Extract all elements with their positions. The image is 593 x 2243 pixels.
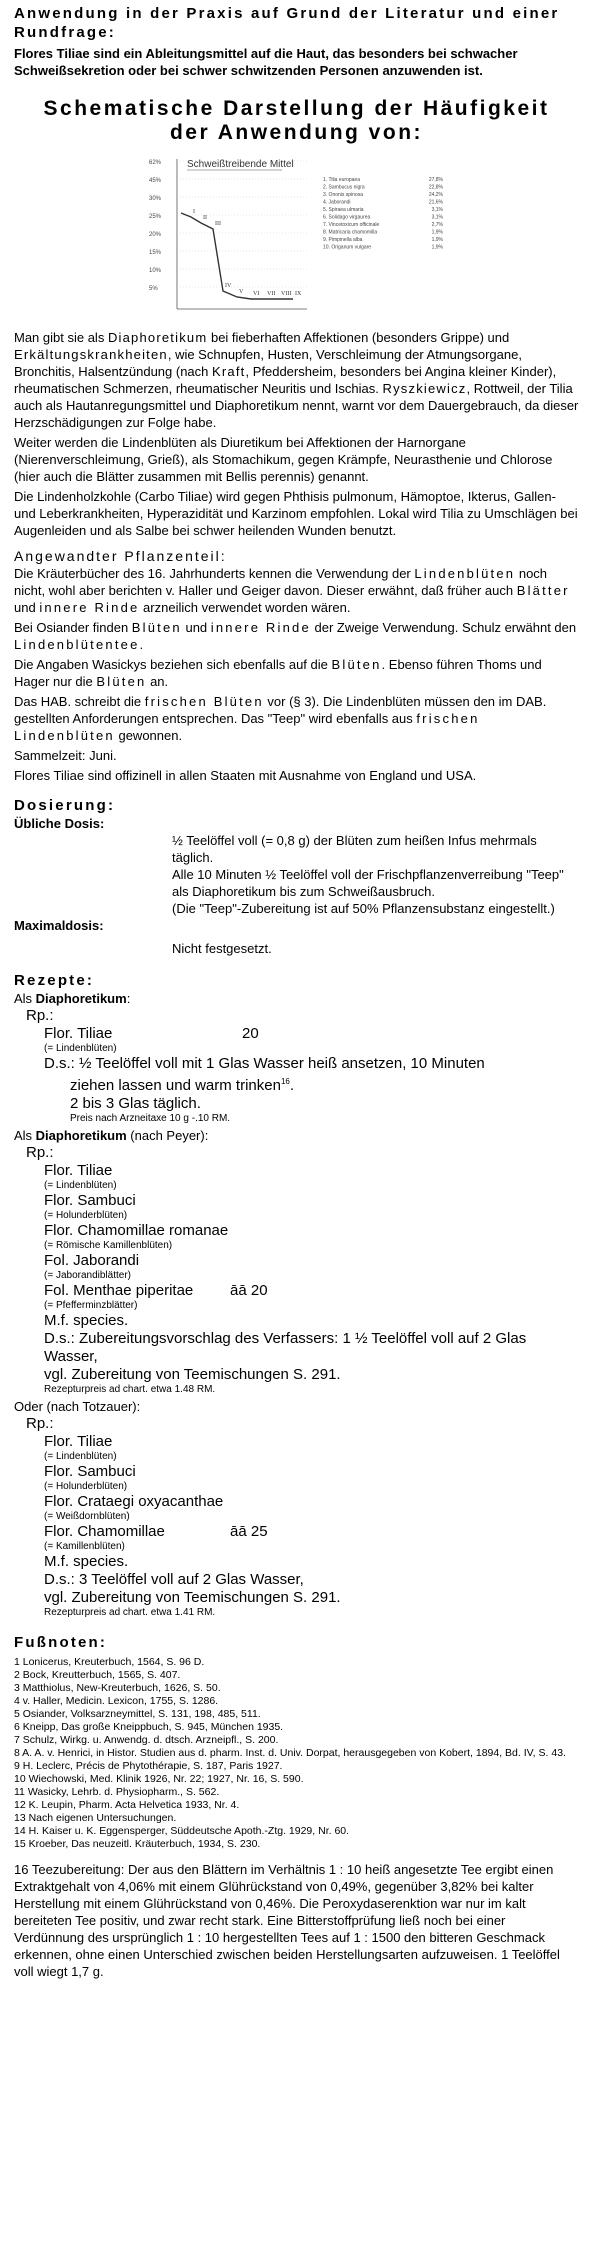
section-heading-practice: Anwendung in der Praxis auf Grund der Literatur und einer Rundfrage:: [14, 5, 560, 41]
usage-paragraph-1: [14, 329, 579, 431]
recipe-3-price: Rezepturpreis ad chart. etwa 1.41 RM.: [44, 1607, 216, 1618]
recipe-3: [14, 1398, 579, 1619]
text-run: Als: [14, 991, 36, 1006]
y-tick-label: 10%: [148, 268, 161, 274]
text-run: (nach Peyer):: [126, 1128, 209, 1143]
recipe-2-drug: Fol. Jaborandi: [44, 1252, 140, 1269]
legend-value: 27,8%: [428, 177, 443, 183]
legend-value: 1,9%: [431, 229, 443, 236]
y-tick-label: 15%: [148, 250, 161, 256]
text-run: und: [181, 620, 211, 635]
text-run: der Zweige Verwendung. Schulz erwähnt den: [310, 620, 577, 635]
footnote: 10 Wiechowski, Med. Klinik 1926, Nr. 22; 1927, Nr. 16, S. 590.: [14, 1773, 304, 1785]
plant-part-heading: Angewandter Pflanzenteil:: [14, 548, 227, 564]
legend-value: 3,1%: [431, 214, 443, 221]
plant-part-paragraph-6: Flores Tiliae sind offizinell in allen Staaten mit Ausnahme von England und USA.: [14, 768, 477, 783]
text-run: , Pfeddersheim, besonders bei Angina kleiner Kinder), rheumatischen Schmerzen, rheumatischer Neuritis und Ischias.: [14, 364, 557, 396]
recipes-heading: Rezepte:: [14, 972, 95, 989]
point-label: I: [192, 209, 195, 215]
emph-blaetter: Blätter: [516, 583, 570, 598]
text-run: Bei Osiander finden: [14, 620, 132, 635]
recipe-2-drug: Fol. Menthae piperitae: [44, 1282, 194, 1299]
legend-entry: 2. Sambucus nigra: [322, 184, 365, 191]
text-run: .: [289, 1077, 295, 1094]
recipe-3-drug-note: (= Weißdornblüten): [44, 1511, 130, 1522]
emph-frische-blueten: frischen Blüten: [144, 694, 264, 709]
emph-diaphoretikum: Diaphoretikum: [35, 1128, 127, 1143]
footnote: 3 Matthiolus, New-Kreuterbuch, 1626, S. 50.: [14, 1682, 221, 1694]
recipe-2-drug-note: (= Lindenblüten): [44, 1180, 117, 1191]
plant-part-paragraph-3: [14, 656, 579, 690]
footnote: 4 v. Haller, Medicin. Lexicon, 1755, S. 1286.: [14, 1695, 219, 1707]
footnote: 8 A. A. v. Henrici, in Histor. Studien aus d. pharm. Inst. d. Univ. Dorpat, herausgegeben von Kobert, 1894, Bd. IV, S. 43.: [14, 1747, 566, 1759]
emph-rinde: innere Rinde: [210, 620, 311, 635]
legend-entry: 7. Vincetoxicum officinale: [322, 222, 379, 228]
text-run: Als: [14, 1128, 36, 1143]
recipe-2-drug: Flor. Chamomillae romanae: [44, 1222, 229, 1239]
legend-value: 24,2%: [428, 192, 443, 198]
text-run: noch nicht, wohl aber berichten v. Haller und Geiger davon. Dieser erwähnt, daß früher auch: [14, 566, 548, 598]
legend-entry: 9. Pimpinella alba: [322, 237, 362, 243]
frequency-chart: [147, 151, 447, 321]
legend-entry: 4. Jaborandi: [322, 199, 351, 206]
footnote-ref: 16: [280, 1077, 290, 1086]
legend-entry: 10. Origanum vulgare: [322, 244, 371, 251]
point-label: V: [238, 289, 243, 295]
legend-value: 1,9%: [431, 244, 443, 251]
legend-value: 3,1%: [431, 207, 443, 213]
footnote: 14 H. Kaiser u. K. Eggensperger, Süddeutsche Apoth.-Ztg. 1929, Nr. 60.: [14, 1825, 350, 1837]
y-ticks: [149, 160, 162, 292]
recipe-2-amount: āā 20: [230, 1282, 268, 1299]
usual-dose-text: [172, 832, 579, 917]
text-run: ziehen lassen und warm trinken: [70, 1077, 281, 1094]
max-dose-text: Nicht festgesetzt.: [172, 941, 272, 956]
recipe-2-ds-line1: D.s.: Zubereitungsvorschlag des Verfassers: 1 ½ Teelöffel voll auf 2 Glas: [44, 1330, 527, 1347]
plant-part-paragraph-5: Sammelzeit: Juni.: [14, 748, 117, 763]
dosage-heading: Dosierung:: [14, 797, 116, 814]
schematic-heading-line2: der Anwendung von:: [169, 121, 424, 144]
recipe-2-drug-row: [44, 1282, 579, 1300]
recipe-3-drug-row: [44, 1523, 579, 1541]
frequency-curve: [181, 213, 293, 299]
recipe-3-drug-note: (= Kamillenblüten): [44, 1541, 125, 1552]
text-run: arzneilich verwendet worden wären.: [139, 600, 351, 615]
point-label: VI: [252, 291, 259, 297]
footnote-16: 16 Teezubereitung: Der aus den Blättern im Verhältnis 1 : 10 heiß angesetzte Tee ergibt einen Extraktgehalt von 4,06% mit einem Glührückstand von 0,49%, gegenüber 3,82% bei kalter Herstellung mit einem Glührückstand von 0,46%. Die Peroxydaserenktion war nur im kalt bereiteten Tee positiv, und zwar recht stark. Eine Bitterstoffprüfung ließ noch bei einer Verdünnung des ursprünglich 1 : 10 hergestellten Tees auf 1 : 1500 den bitteren Geschmack erkennen, ohne einen Unterschied zwischen beiden Herstellungsarten aufzuweisen. 1 Teelöffel voll wiegt 1,7 g.: [14, 1862, 560, 1979]
recipe-1-price: Preis nach Arzneitaxe 10 g -.10 RM.: [70, 1113, 231, 1124]
emph-blueten: Blüten: [96, 674, 147, 689]
usage-section: [14, 329, 579, 539]
y-tick-label: 25%: [148, 214, 161, 220]
plant-part-section: [14, 565, 579, 784]
schematic-heading-line1: Schematische Darstellung der Häufigkeit: [43, 97, 550, 120]
point-label: VIII: [280, 291, 291, 297]
recipe-3-ds-line1: D.s.: 3 Teelöffel voll auf 2 Glas Wasser,: [44, 1571, 304, 1588]
recipe-2-price: Rezepturpreis ad chart. etwa 1.48 RM.: [44, 1384, 216, 1395]
y-tick-label: 30%: [148, 196, 161, 202]
recipe-2-rp: Rp.:: [26, 1144, 54, 1161]
text-run: Die Kräuterbücher des 16. Jahrhunderts kennen die Verwendung der: [14, 566, 415, 581]
figure-caption: Schweißtreibende Mittel: [186, 159, 294, 170]
text-run: , wie Schnupfen, Husten, Verschleimung der Atmungsorgane, Bronchitis, Halsentzündung (nach: [14, 347, 522, 379]
recipe-2-indication: [14, 1127, 579, 1144]
recipe-3-indication: Oder (nach Totzauer):: [14, 1399, 141, 1414]
usual-dose-line: Alle 10 Minuten ½ Teelöffel voll der Frischpflanzenverreibung "Teep" als Diaphoretikum bis zum Schweißausbruch.: [172, 867, 564, 899]
footnote: 13 Nach eigenen Untersuchungen.: [14, 1812, 177, 1824]
footnote: 12 K. Leupin, Pharm. Acta Helvetica 1933, Nr. 4.: [14, 1799, 240, 1811]
recipe-1-drug-note: (= Lindenblüten): [44, 1043, 117, 1054]
text-run: Die Angaben Wasickys beziehen sich ebenfalls auf die: [14, 657, 332, 672]
usual-dose-line: (Die "Teep"-Zubereitung ist auf 50% Pflanzensubstanz eingestellt.): [172, 901, 555, 916]
recipe-3-drug: Flor. Tiliae: [44, 1433, 113, 1450]
emph-erkaeltung: Erkältungskrankheiten: [14, 347, 168, 362]
footnotes-heading: Fußnoten:: [14, 1634, 108, 1651]
legend-entry: 6. Solidago virgaurea: [322, 214, 370, 221]
recipe-2-mf: M.f. species.: [44, 1312, 129, 1329]
point-label: IV: [224, 283, 231, 289]
text-run: Man gibt sie als: [14, 330, 108, 345]
footnotes-list: [14, 1656, 579, 1851]
plant-part-paragraph-4: [14, 693, 579, 744]
legend-value: 21,6%: [428, 199, 443, 206]
usual-dose-line: ½ Teelöffel voll (= 0,8 g) der Blüten zum heißen Infus mehrmals täglich.: [172, 833, 537, 865]
footnote: 7 Schulz, Wirkg. u. Anwendg. d. dtsch. Arzneipfl., S. 200.: [14, 1734, 279, 1746]
recipe-3-drug-note: (= Holunderblüten): [44, 1481, 128, 1492]
y-tick-label: 45%: [148, 178, 161, 184]
recipe-3-drug: Flor. Chamomillae: [44, 1523, 165, 1540]
frequency-figure: [147, 151, 447, 321]
text-run: vor (§ 3). Die Lindenblüten müssen den im DAB. gestellten Anforderungen entsprechen. Das "Teep" wird ebenfalls aus: [14, 694, 547, 726]
gridlines: [177, 161, 307, 287]
recipe-1-drug-row: [44, 1025, 579, 1043]
point-label: VII: [266, 291, 275, 297]
plant-part-paragraph-1: [14, 565, 579, 616]
point-label: II: [202, 215, 207, 221]
legend-entry: 8. Matricaria chamomilla: [322, 229, 377, 236]
recipe-3-drug: Flor. Sambuci: [44, 1463, 136, 1480]
text-run: .: [139, 637, 144, 652]
max-dose-label: Maximaldosis:: [14, 918, 104, 933]
recipe-1-ds-line2: [70, 1073, 579, 1095]
emph-lindenblueten: Lindenblüten: [414, 566, 516, 581]
emph-rinde: innere Rinde: [39, 600, 140, 615]
recipe-2-drug: Flor. Sambuci: [44, 1192, 136, 1209]
plant-part-paragraph-2: [14, 619, 579, 653]
legend-value: 1,9%: [431, 237, 443, 243]
emph-frische-lindenblueten: frischen Lindenblüten: [14, 711, 480, 743]
recipe-1-drug: Flor. Tiliae: [44, 1025, 113, 1042]
figure-legend: [323, 177, 444, 251]
text-run: bei fieberhaften Affektionen (besonders Grippe) und: [207, 330, 510, 345]
recipe-2-drug-note: (= Pfefferminzblätter): [44, 1300, 138, 1311]
emph-blueten: Blüten: [331, 657, 382, 672]
intro-text: Flores Tiliae sind ein Ableitungsmittel auf die Haut, das besonders bei schwacher Schweißsekretion oder bei schwer schwitzenden Personen anzuwenden ist.: [14, 46, 518, 78]
recipe-1-rp: Rp.:: [26, 1007, 54, 1024]
emph-diaphoretikum: Diaphoretikum: [107, 330, 208, 345]
recipe-1-ds-line3: 2 bis 3 Glas täglich.: [70, 1095, 201, 1112]
footnote: 6 Kneipp, Das große Kneippbuch, S. 945, München 1935.: [14, 1721, 284, 1733]
emph-kraft: Kraft: [212, 364, 246, 379]
y-tick-label: 5%: [148, 286, 158, 292]
text-run: . Ebenso führen Thoms und Hager nur die: [14, 657, 542, 689]
text-run: gewonnen.: [114, 728, 183, 743]
recipe-3-ds-line2: vgl. Zubereitung von Teemischungen S. 291.: [44, 1589, 341, 1606]
recipe-3-rp: Rp.:: [26, 1415, 54, 1432]
text-run: an.: [146, 674, 169, 689]
recipe-2-drug-note: (= Römische Kamillenblüten): [44, 1240, 173, 1251]
legend-entry: 5. Spiraea ulmaria: [322, 207, 364, 213]
recipe-3-drug-note: (= Lindenblüten): [44, 1451, 117, 1462]
footnote: 9 H. Leclerc, Précis de Phytothérapie, S. 187, Paris 1927.: [14, 1760, 283, 1772]
recipe-3-drug: Flor. Crataegi oxyacanthae: [44, 1493, 224, 1510]
emph-blueten: Blüten: [131, 620, 182, 635]
usage-paragraph-2: Weiter werden die Lindenblüten als Diuretikum bei Affektionen der Harnorgane (Nierenverschleimung, Grieß), als Stomachikum, gegen Krämpfe, Neurasthenie und Chlorose (hier auch die Blätter zusammen mit Bellis perennis) genannt.: [14, 435, 553, 484]
text-run: und: [14, 600, 40, 615]
recipe-2: [14, 1127, 579, 1396]
recipe-1-ds-line1: D.s.: ½ Teelöffel voll mit 1 Glas Wasser heiß ansetzen, 10 Minuten: [44, 1055, 485, 1072]
legend-entry: 1. Tilia europaea: [322, 177, 360, 183]
usage-paragraph-3: Die Lindenholzkohle (Carbo Tiliae) wird gegen Phthisis pulmonum, Hämoptoe, Ikterus, Gallen- und Leberkrankheiten, Hyperazidität und Karzinom empfohlen. Lokal wird Tilia zu Umschlägen bei Augenleiden und als Salbe bei schwer heilenden Wunden benutzt.: [14, 489, 578, 538]
legend-value: 22,8%: [428, 184, 443, 191]
footnote: 5 Osiander, Volksarzneymittel, S. 131, 198, 485, 511.: [14, 1708, 261, 1720]
recipe-2-ds-line3: vgl. Zubereitung von Teemischungen S. 291.: [44, 1366, 341, 1383]
legend-value: 2,7%: [431, 222, 443, 228]
recipe-3-mf: M.f. species.: [44, 1553, 129, 1570]
recipe-2-drug-note: (= Jaborandiblätter): [44, 1270, 131, 1281]
footnote: 11 Wasicky, Lehrb. d. Physiopharm., S. 562.: [14, 1786, 220, 1798]
footnote: 15 Kroeber, Das neuzeitl. Kräuterbuch, 1934, S. 230.: [14, 1838, 261, 1850]
recipe-1-indication: [14, 990, 579, 1007]
point-labels: [193, 209, 302, 297]
footnote: 1 Lonicerus, Kreuterbuch, 1564, S. 96 D.: [14, 1656, 205, 1668]
y-tick-label: 20%: [148, 232, 161, 238]
recipe-2-drug-note: (= Holunderblüten): [44, 1210, 128, 1221]
emph-diaphoretikum: Diaphoretikum: [35, 991, 127, 1006]
emph-ryszkiewicz: Ryszkiewicz: [382, 381, 467, 396]
legend-entry: 3. Ononis spinosa: [322, 192, 363, 198]
recipe-1-amount: 20: [242, 1025, 259, 1042]
recipe-3-amount: āā 25: [230, 1523, 268, 1540]
y-tick-label: 62%: [148, 160, 161, 166]
emph-tee: Lindenblütentee: [14, 637, 140, 652]
recipe-2-ds-line2: Wasser,: [44, 1348, 98, 1365]
usual-dose-label: Übliche Dosis:: [14, 816, 105, 831]
schematic-heading: [14, 97, 579, 145]
recipe-2-drug: Flor. Tiliae: [44, 1162, 113, 1179]
point-label: III: [214, 221, 221, 227]
text-run: Das HAB. schreibt die: [14, 694, 145, 709]
point-label: IX: [294, 291, 301, 297]
text-run: , Rottweil, der Tilia auch als Hautanregungsmittel und Diaphoretikum nennt, warnt vor dem Dauergebrauch, da dieser Herzschädigungen zur Folge habe.: [14, 381, 579, 430]
text-run: :: [126, 991, 131, 1006]
footnote: 2 Bock, Kreutterbuch, 1565, S. 407.: [14, 1669, 181, 1681]
recipe-1: [14, 990, 579, 1125]
